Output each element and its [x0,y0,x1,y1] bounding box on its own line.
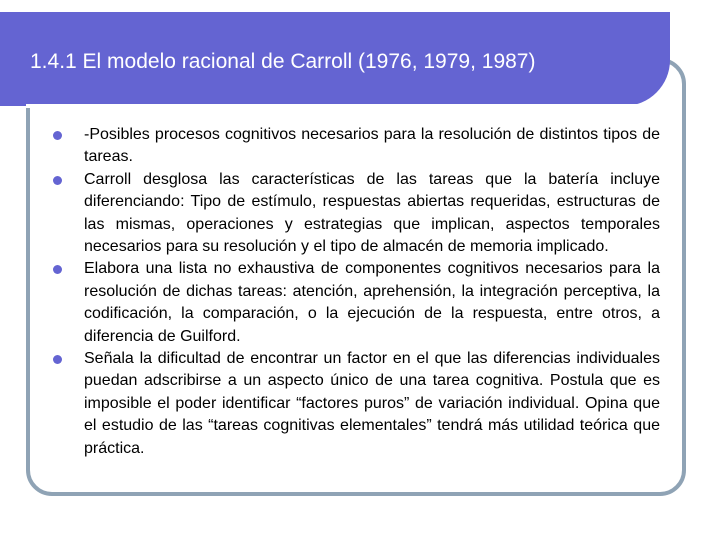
bullet-text: Elabora una lista no exhaustiva de componentes cognitivos necesarios para la resolución de dichas tareas: atención, aprehensión, la integración perceptiva, la codificación, la comparación, o la ejecución de la respuesta, entre otros, a diferencia de Guilford. [84,260,660,345]
title-banner [0,12,670,106]
bullet-text: Carroll desglosa las características de las tareas que la batería incluye diferenciando: Tipo de estímulo, respuestas abiertas requeridas, estructuras de las mismas, operaciones y estrategias que implican, aspectos temporales necesarios para su resolución y el tipo de almacén de memoria implicado. [84,170,660,256]
bullet-dot-icon [53,176,62,185]
bullet-dot-icon [53,265,62,274]
bullet-item [60,124,660,169]
bullet-item [60,258,660,348]
bullet-dot-icon [53,131,62,140]
bullet-text: Señala la dificultad de encontrar un factor en el que las diferencias individuales puedan adscribirse a un aspecto único de una tarea cognitiva. Postula que es imposible el poder identificar “factores puros” de variación individual. Opina que el estudio de las “tareas cognitivas elementales” tendrá más utilidad teórica que práctica. [84,350,660,457]
title-underline [26,104,638,108]
bullet-item [60,169,660,259]
bullet-list [60,124,660,460]
bullet-dot-icon [53,355,62,364]
bullet-item [60,348,660,460]
slide-title: 1.4.1 El modelo racional de Carroll (1976, 1979, 1987) [30,50,536,73]
bullet-text: -Posibles procesos cognitivos necesarios para la resolución de distintos tipos de tareas. [84,126,660,166]
